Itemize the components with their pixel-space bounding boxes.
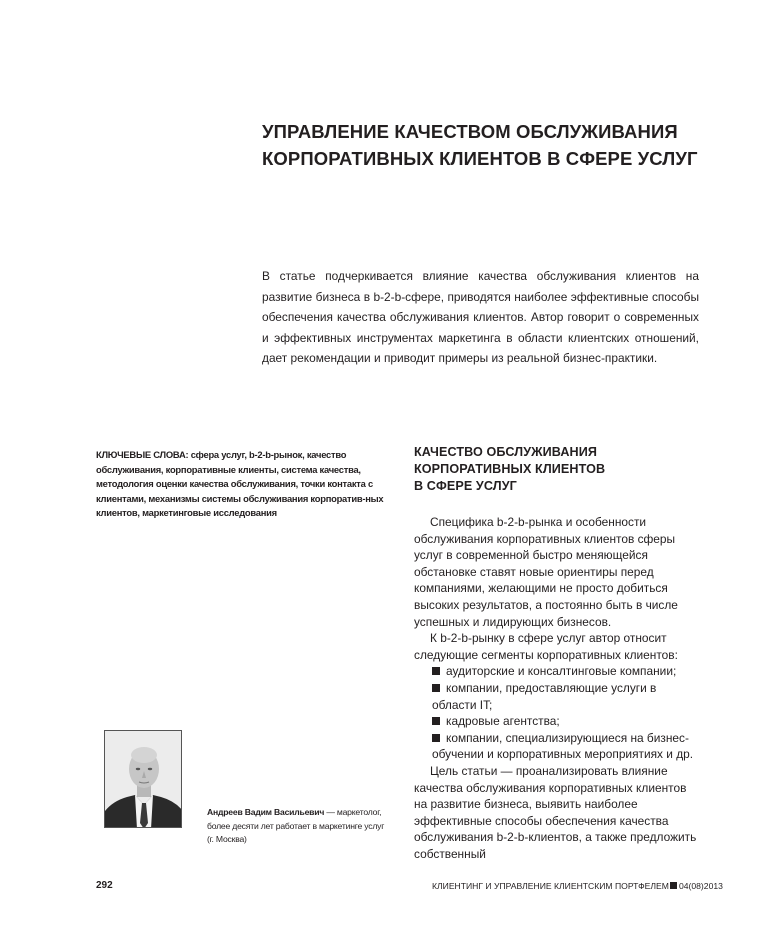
paragraph: Цель статьи — проанализировать влияние качества обслуживания корпоративных клиентов на развитие бизнеса, выявить наиболее эффективные способы обеспечения качества обслуживания b-2-b-клиентов, а также предложить собственный xyxy=(414,763,697,861)
paragraph: Специфика b-2-b-рынка и особенности обслуживания корпоративных клиентов сферы услуг в современной быстро меняющейся обстановке ставят новые ориентиры перед компаниями, желающими не просто добиться высоких результатов, а постоянно быть в числе успешных и лидирующих бизнесов. xyxy=(414,515,678,629)
author-photo xyxy=(104,730,182,828)
bullet-icon xyxy=(432,717,440,725)
article-title xyxy=(262,118,732,172)
page-number: 292 xyxy=(96,880,113,891)
author-name: Андреев Вадим Васильевич xyxy=(207,807,325,817)
author-portrait-image xyxy=(105,731,182,828)
bullet-icon xyxy=(432,684,440,692)
list-item xyxy=(414,730,702,763)
journal-issue: 04(08)2013 xyxy=(678,881,723,891)
article-abstract: В статье подчеркивается влияние качества обслуживания клиентов на развитие бизнеса в b-2-b-сфере, приводятся наиболее эффективные способы обеспечения качества обслуживания клиентов. Автор говорит о современных и эффективных инструментах маркетинга в области клиентских отношений, дает рекомендации и приводит примеры из реальной бизнес-практики. xyxy=(262,269,699,365)
journal-footer xyxy=(432,881,723,891)
list-item-text: компании, предоставляющие услуги в области IT; xyxy=(432,680,657,712)
keywords-label: КЛЮЧЕВЫЕ СЛОВА: xyxy=(96,449,189,460)
title-line-1: УПРАВЛЕНИЕ КАЧЕСТВОМ ОБСЛУЖИВАНИЯ xyxy=(262,121,678,142)
list-item xyxy=(414,713,702,730)
bullet-icon xyxy=(432,734,440,742)
paragraph: К b-2-b-рынку в сфере услуг автор относит следующие сегменты корпоративных клиентов: xyxy=(414,631,678,662)
author-info xyxy=(207,806,392,847)
section-heading-line-2: КОРПОРАТИВНЫХ КЛИЕНТОВ xyxy=(414,462,606,476)
section-heading-line-3: В СФЕРЕ УСЛУГ xyxy=(414,479,517,493)
list-item-text: компании, специализирующиеся на бизнес-обучении и корпоративных мероприятиях и др. xyxy=(432,730,694,762)
list-item xyxy=(414,663,702,680)
keywords-block xyxy=(96,448,388,521)
section-heading xyxy=(414,444,704,495)
title-line-2: КОРПОРАТИВНЫХ КЛИЕНТОВ В СФЕРЕ УСЛУГ xyxy=(262,148,698,169)
list-item xyxy=(414,680,702,713)
section-heading-line-1: КАЧЕСТВО ОБСЛУЖИВАНИЯ xyxy=(414,445,598,459)
author-description: — маркетолог, более десяти лет работает в маркетинге услуг (г. Москва) xyxy=(207,807,385,844)
list-item-text: аудиторские и консалтинговые компании; xyxy=(446,664,677,679)
bullet-icon xyxy=(432,667,440,675)
keywords-text: сфера услуг, b-2-b-рынок, качество обслуживания, корпоративные клиенты, система качества, методология оценки качества обслуживания, точки контакта с клиентами, механизмы системы обслуживания корпоратив-ных клиентов, маркетинговые исследования xyxy=(96,449,384,519)
list-item-text: кадровые агентства; xyxy=(446,714,560,729)
square-separator-icon xyxy=(670,882,677,889)
journal-title: КЛИЕНТИНГ И УПРАВЛЕНИЕ КЛИЕНТСКИМ ПОРТФЕЛЕМ xyxy=(432,881,669,891)
body-text-column xyxy=(414,514,702,862)
